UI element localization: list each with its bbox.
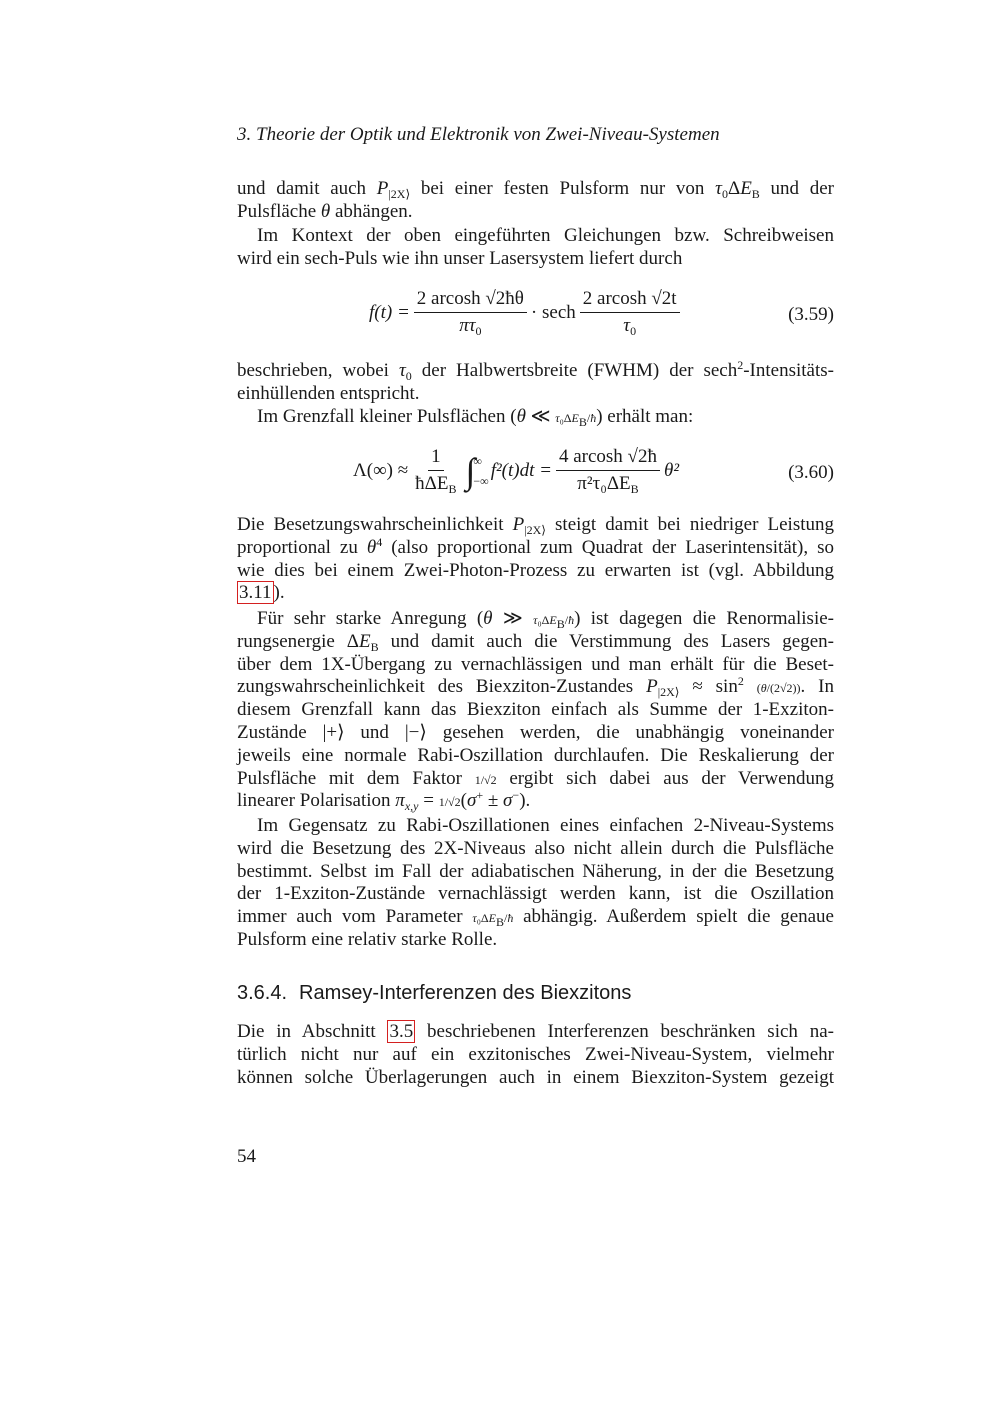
fraction-3: $\frac{1}{ħ\Delta E_B}$ [415, 446, 457, 496]
figure-reference-link[interactable]: 3.11 [239, 582, 272, 604]
paragraph-2: Im Kontext der oben eingeführten Gleichungen bzw. Schreibweisen wird ein sech-Puls wie ihn unser Lasersystem liefert durch [237, 225, 834, 269]
fraction-1: $\frac{2 arcosh √2ħ\theta}{\pi\tau_0}$ [414, 288, 527, 337]
integral-sign: ∫ ∞ −∞ [465, 450, 489, 491]
section-title-text: Ramsey-Interferenzen des Biexzitons [299, 982, 632, 1004]
running-header: 3. Theorie der Optik und Elektronik von Zwei-Niveau-Systemen [237, 124, 720, 145]
fraction-4: $\frac{4 arcosh √2ħ}{\pi^2\tau_0\Delta E_B}$ [556, 446, 660, 495]
equation-number: (3.60) [788, 462, 834, 483]
paragraph-4: Im Grenzfall kleiner Pulsflächen (θ ≪ $\tau_0\Delta E_B/ħ$) erhält man: [257, 406, 694, 429]
fraction-2: $\frac{2 arcosh √2t}{\tau_0}$ [580, 288, 680, 337]
paragraph-7: Im Gegensatz zu Rabi-Oszillationen eines einfachen 2-Niveau-Systems wird die Besetzung des 2X-Niveaus also nicht allein durch die Pulsfläche bestimmt. Selbst im Fall der adiabatischen Näherung, in der die Besetzung der 1-Exziton-Zustände vernachlässigt werden kann, ist die Oszillation immer auch vom Parameter $\tau_0\Delta E_B/ħ$ abhängig. Außerdem spielt die genaue Pulsform eine relativ starke Rolle. [237, 815, 834, 950]
equation-3-60: Λ(∞) ≈ $\frac{1}{ħ\Delta E_B}$ ∫ ∞ −∞ f²(t)dt = $\frac{4 arcosh √2ħ}{\pi^2\tau_0\Delta E_B}$ θ² (3.60) [353, 446, 834, 496]
paragraph-8: Die in Abschnitt 3.5 beschriebenen Interferenzen beschränken sich na- türlich nicht nur auf ein exzitonisches Zwei-Niveau-System, vielmehr können solche Überlagerungen auch in einem Biexziton-System gezeigt [237, 1021, 834, 1088]
paragraph-6: Für sehr starke Anregung (θ ≫ $\tau_0\Delta E_B/ħ$) ist dagegen die Renormalisie- rungsenergie $\Delta E_B$ und damit auch die Verstimmung des Lasers gegen- über dem 1X-Übergang zu vernachlässigen und man erhält für die Beset- zungswahrscheinlichkeit des Biexziton-Zustandes $P_{|2X⟩} \approx \sin^2 (\theta/(2√2))$. In diesem Grenzfall kann das Biexziton einfach als Summe der 1-Exziton- Zustände |+⟩ und |−⟩ gesehen werden, die unabhängig voneinander jeweils eine normale Rabi-Oszillation durchlaufen. Die Reskalierung der Pulsfläche mit dem Faktor 1/√2 ergibt sich dabei aus der Verwendung linearer Polarisation $\pi_{x,y} = 1/√2(\sigma^+ \pm \sigma^-)$. [237, 608, 835, 814]
page-number: 54 [237, 1146, 256, 1167]
paragraph-1: und damit auch $P_{|2X⟩}$ bei einer festen Pulsform nur von $\tau_0\Delta E_B$ und der Pulsfläche θ abhängen. [237, 178, 834, 222]
section-number: 3.6.4. [237, 982, 288, 1004]
section-reference-link[interactable]: 3.5 [389, 1021, 414, 1042]
equation-number: (3.59) [788, 304, 834, 325]
paragraph-5: Die Besetzungswahrscheinlichkeit $P_{|2X⟩}$ steigt damit bei niedriger Leistung proportional zu $\theta^4$ (also proportional zum Quadrat der Laserintensität), so wie dies bei einem Zwei-Photon-Prozess zu erwarten ist (vgl. Abbildung 3.11 ). [237, 514, 835, 604]
equation-3-59: f(t) = $\frac{2 arcosh √2ħ\theta}{\pi\tau_0}$ · sech $\frac{2 arcosh √2t}{\tau_0}$ (3.59) [369, 288, 834, 338]
paragraph-3: beschrieben, wobei $\tau_0$ der Halbwertsbreite (FWHM) der sech$^2$-Intensitäts- einhüllenden entspricht. [237, 358, 834, 404]
section-heading [237, 982, 631, 1005]
